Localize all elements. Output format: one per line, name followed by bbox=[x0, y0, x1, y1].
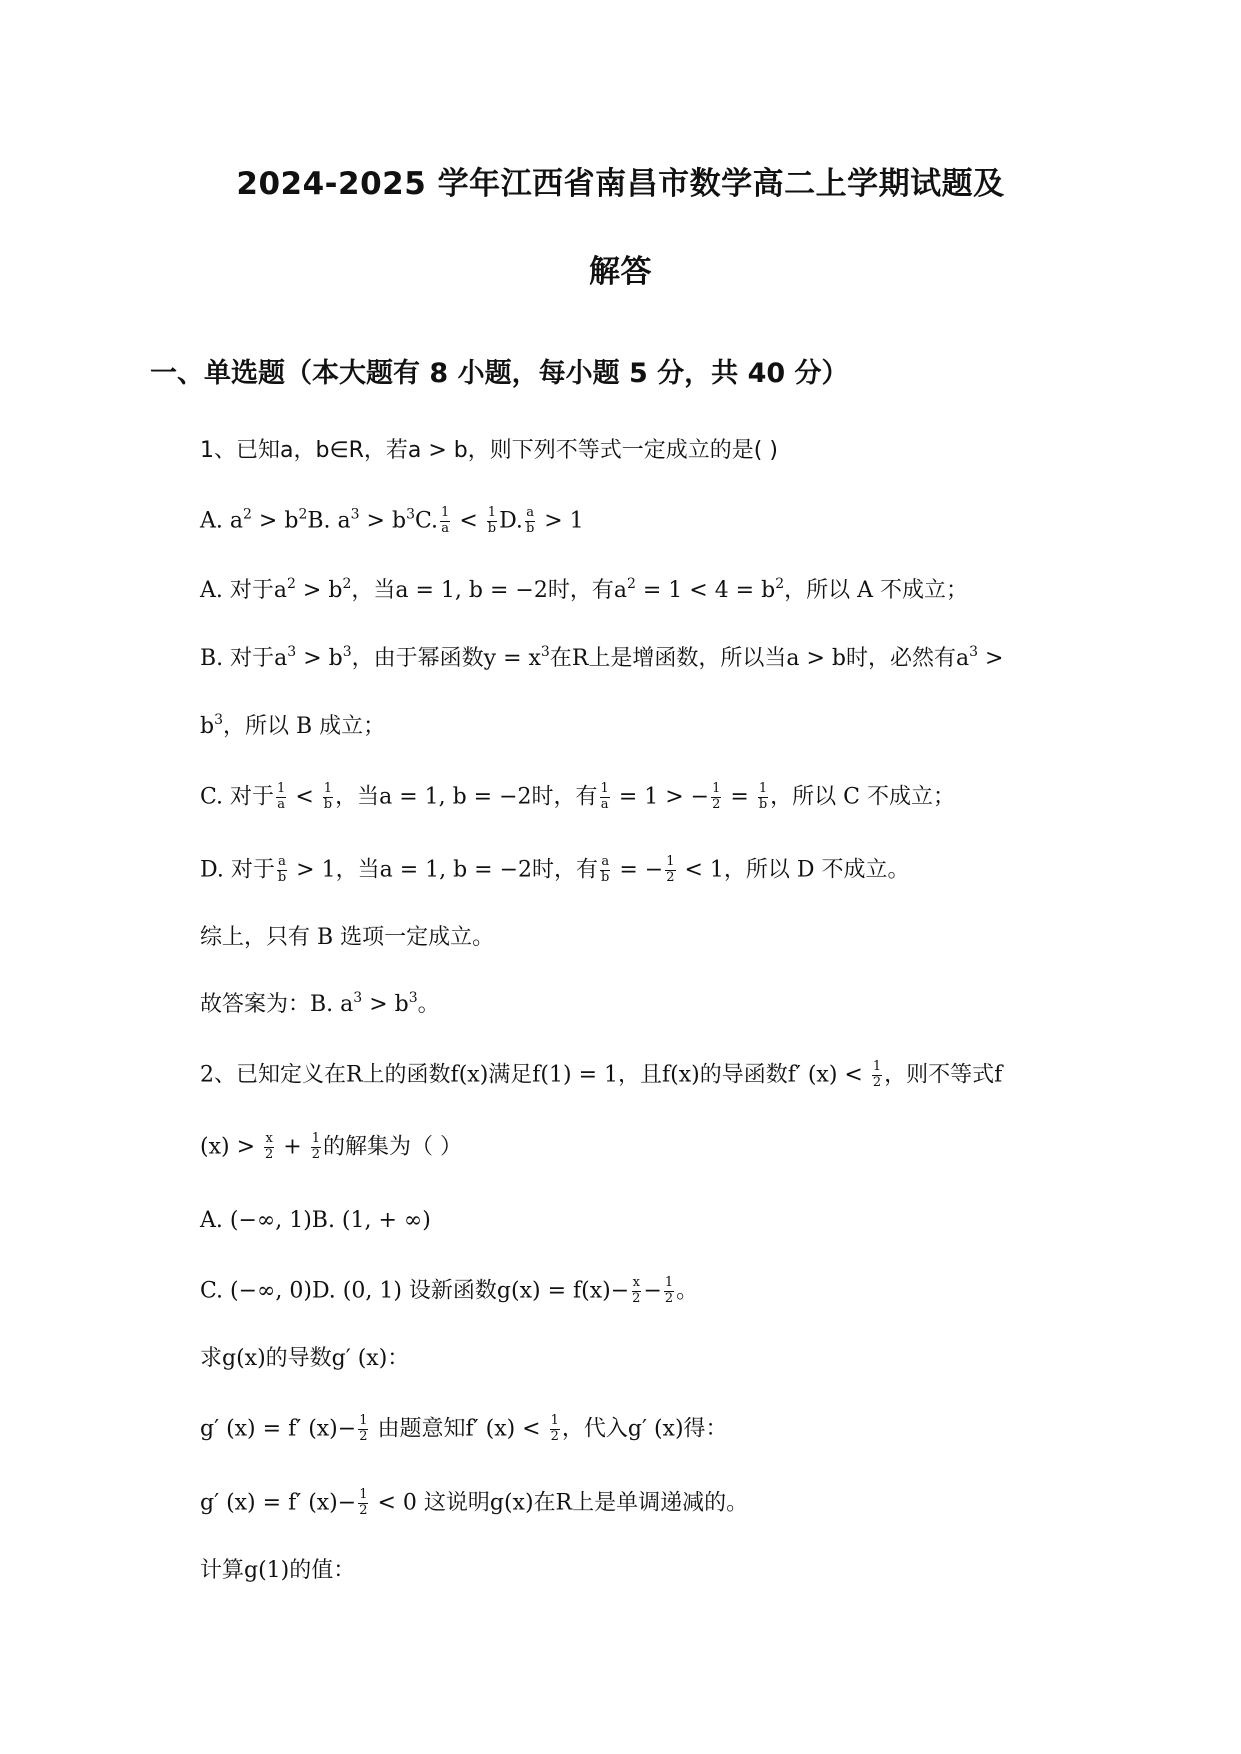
q2-stem-line1: 2、已知定义在R上的函数f(x)满足f(1) = 1，且f(x)的导函数f′ (x) < $\frac{1}{2}$ ，则不等式f bbox=[200, 1059, 1003, 1090]
q2-options-cd: C. (−∞, 0)D. (0, 1) 设新函数g(x) = f(x)− $\frac{x}{2}$ − $\frac{1}{2}$ 。 bbox=[200, 1275, 699, 1306]
fraction: $\frac{1}{a}$ bbox=[600, 781, 609, 812]
document-title-line1: 2024-2025 学年江西省南昌市数学高二上学期试题及 bbox=[236, 166, 1005, 202]
fraction: $\frac{1}{2}$ bbox=[311, 1131, 320, 1162]
fraction: $\frac{1}{b}$ bbox=[323, 781, 333, 812]
fraction: $\frac{a}{b}$ bbox=[277, 854, 287, 885]
q2-derivative-prompt: 求g(x)的导数g′ (x)： bbox=[200, 1346, 410, 1371]
fraction: $\frac{a}{b}$ bbox=[601, 854, 610, 885]
fraction: $\frac{1}{2}$ bbox=[712, 781, 721, 812]
q1-answer: 故答案为：B. $a^3 > b^3$。 bbox=[200, 990, 440, 1017]
q1-solution-c: C. 对于 $\frac{1}{a}$ < $\frac{1}{b}$ ，当a = 1, b = −2时，有 $\frac{1}{a}$ = 1 > − $\frac{1}{2}$ = $\frac{1}{b}$ ，所以 C 不成立； bbox=[200, 781, 955, 812]
fraction: $\frac{1}{2}$ bbox=[872, 1059, 882, 1090]
q1-solution-b-continued: $b^3$，所以 B 成立； bbox=[200, 712, 386, 739]
fraction: $\frac{1}{2}$ bbox=[550, 1413, 559, 1444]
fraction: $\frac{1}{b}$ bbox=[758, 781, 768, 812]
fraction: $\frac{x}{2}$ bbox=[632, 1275, 641, 1306]
fraction: $\frac{1}{b}$ bbox=[487, 505, 497, 536]
q2-decreasing: g′ (x) = f′ (x)− $\frac{1}{2}$ < 0 这说明g(x)在R上是单调递减的。 bbox=[200, 1487, 749, 1518]
document-title-line2: 解答 bbox=[589, 254, 652, 290]
section-heading: 一、单选题（本大题有 8 小题，每小题 5 分，共 40 分） bbox=[150, 358, 849, 389]
fraction: $\frac{1}{a}$ bbox=[441, 505, 450, 536]
fraction: $\frac{1}{2}$ bbox=[664, 1275, 674, 1306]
q1-summary: 综上，只有 B 选项一定成立。 bbox=[200, 925, 495, 950]
q2-stem-line2: (x) > $\frac{x}{2}$ + $\frac{1}{2}$ 的解集为（ ） bbox=[200, 1131, 462, 1162]
q2-derivative: g′ (x) = f′ (x)− $\frac{1}{2}$ 由题意知f′ (x) < $\frac{1}{2}$ ，代入g′ (x)得： bbox=[200, 1413, 728, 1444]
q1-solution-a: A. 对于$a^2 > b^2$，当a = 1, b = −2时，有$a^2 = 1 < 4 = b^2$，所以 A 不成立； bbox=[200, 576, 968, 603]
fraction: $\frac{a}{b}$ bbox=[525, 505, 535, 536]
q1-options: A. $a^2 > b^2B$. $a^3 > b^3C$. $\frac{1}{a}$ < $\frac{1}{b}$ D. $\frac{a}{b}$ > 1 bbox=[200, 505, 584, 536]
fraction: $\frac{1}{2}$ bbox=[666, 854, 675, 885]
q1-solution-b: B. 对于$a^3 > b^3$，由于幂函数$y = x^3$在R上是增函数，所以当a > b时，必然有$a^3$ > bbox=[200, 644, 1004, 671]
fraction: $\frac{1}{2}$ bbox=[359, 1487, 368, 1518]
q1-solution-d: D. 对于 $\frac{a}{b}$ > 1，当a = 1, b = −2时，有 $\frac{a}{b}$ = − $\frac{1}{2}$ < 1，所以 D 不成立。 bbox=[200, 854, 910, 885]
q2-compute: 计算g(1)的值： bbox=[200, 1558, 356, 1583]
fraction: $\frac{x}{2}$ bbox=[265, 1131, 274, 1162]
q1-stem: 1、已知a，b∈R，若a > b，则下列不等式一定成立的是( ) bbox=[200, 438, 778, 463]
fraction: $\frac{1}{2}$ bbox=[359, 1413, 368, 1444]
q2-options-ab: A. (−∞, 1)B. (1, + ∞) bbox=[200, 1208, 431, 1233]
fraction: $\frac{1}{a}$ bbox=[277, 781, 286, 812]
